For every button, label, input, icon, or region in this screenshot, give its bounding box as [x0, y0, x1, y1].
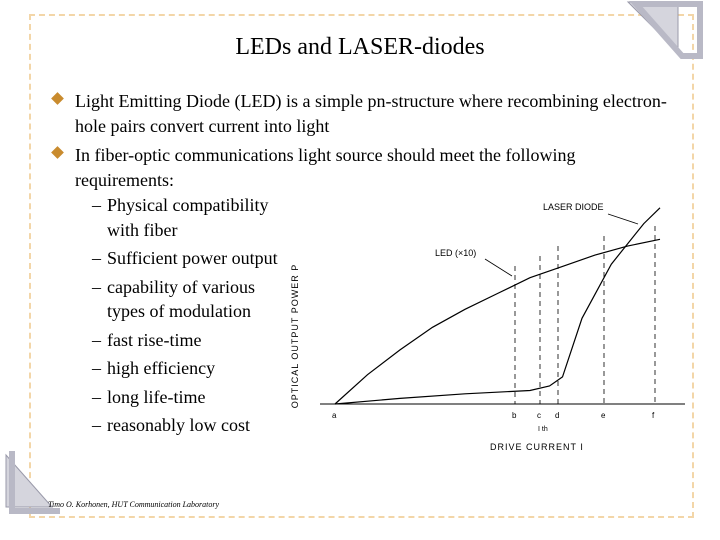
x-tick-label: a	[332, 411, 337, 420]
series-label-led: LED (×10)	[435, 248, 477, 258]
series-label-laser: LASER DIODE	[543, 202, 604, 212]
sub-bullet-text: reasonably low cost	[107, 415, 250, 435]
bullet-text: Light Emitting Diode (LED) is a simple pn-structure where recombining electron-hole pairs convert current into light	[75, 91, 667, 136]
diamond-bullet-icon	[51, 146, 64, 159]
sub-bullet-text: Physical compatibility with fiber	[107, 195, 269, 240]
x-tick-label: e	[601, 411, 606, 420]
sub-bullet-text: fast rise-time	[107, 329, 202, 350]
sub-bullet-item: – Sufficient power output	[92, 248, 278, 268]
sub-bullet-item: – capability of various types of modulation	[92, 276, 255, 321]
laser-label-leader	[608, 214, 638, 224]
sub-bullet-text: high efficiency	[107, 358, 216, 378]
main-bullets	[50, 89, 670, 197]
sub-bullet-text: capability of various types of modulation	[107, 276, 255, 321]
x-tick-label: d	[555, 411, 560, 420]
x-tick-label: f	[652, 411, 655, 420]
sub-bullet-text: Sufficient power output	[107, 248, 278, 268]
sub-bullets	[92, 193, 292, 442]
bullet-item	[50, 89, 670, 138]
sub-bullet-item: – Physical compatibility with fiber	[92, 195, 269, 240]
x-axis-label: DRIVE CURRENT I	[490, 442, 584, 452]
sub-bullet-text: long life-time	[107, 386, 206, 407]
sub-bullet-item: – long life-time	[92, 386, 206, 407]
threshold-label: I th	[538, 426, 548, 433]
sub-bullet-item: – reasonably low cost	[92, 415, 250, 435]
footer-credit: Timo O. Korhonen, HUT Communication Laboratory	[48, 500, 220, 509]
led-label-leader	[485, 259, 512, 276]
sub-bullet-item: – fast rise-time	[92, 329, 202, 350]
x-tick-label: b	[512, 411, 517, 420]
bullet-item	[50, 143, 670, 192]
y-axis-label: OPTICAL OUTPUT POWER P	[290, 263, 300, 409]
diamond-bullet-icon	[51, 92, 64, 105]
laser-diode-curve	[335, 208, 660, 404]
bullet-text: In fiber-optic communications light source should meet the following requirements:	[75, 145, 576, 190]
sub-bullet-item: – high efficiency	[92, 358, 216, 378]
slide-title: LEDs and LASER-diodes	[235, 34, 485, 60]
x-tick-label: c	[537, 411, 541, 420]
power-current-chart	[290, 186, 690, 466]
